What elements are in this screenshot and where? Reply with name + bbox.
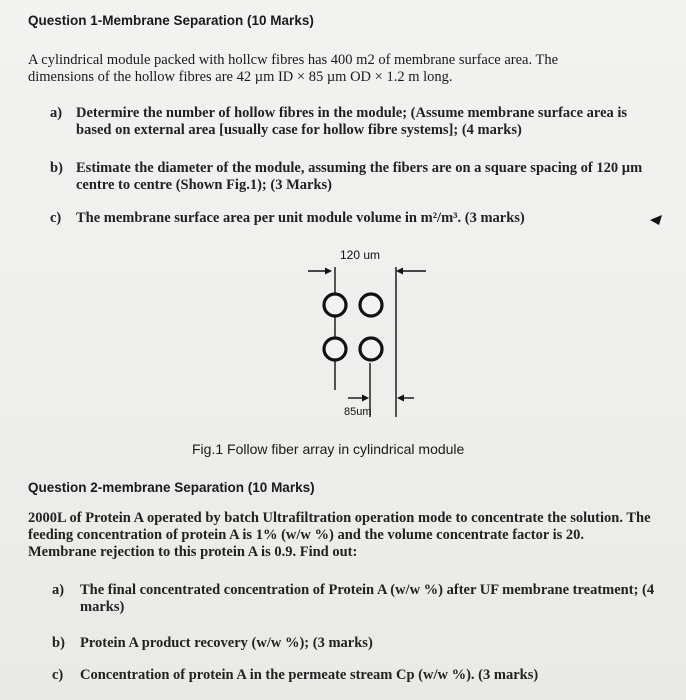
item-label: b) bbox=[50, 160, 63, 176]
question-2-item-a bbox=[52, 582, 672, 616]
question-2-item-b bbox=[52, 635, 672, 652]
question-1-item-c bbox=[50, 210, 670, 227]
fiber-array-figure bbox=[300, 245, 450, 420]
arrowhead-right bbox=[325, 268, 332, 275]
question-2-intro-line-2: feeding concentration of protein A is 1% (w/w %) and the volume concentrate factor is 20. bbox=[28, 527, 585, 543]
question-2-item-c bbox=[52, 667, 672, 684]
item-text-line-2: centre to centre (Shown Fig.1); (3 Marks) bbox=[76, 177, 332, 193]
item-text-line-1: Determire the number of hollow fibres in the module; (Assume membrane surface area is bbox=[76, 105, 628, 121]
arrowhead-left bbox=[396, 268, 403, 275]
question-1-heading: Question 1-Membrane Separation (10 Marks) bbox=[28, 13, 314, 28]
arrowhead-right bbox=[362, 395, 369, 402]
question-2-heading: Question 2-membrane Separation (10 Marks) bbox=[28, 480, 315, 495]
hollow-fiber bbox=[324, 294, 346, 316]
spacing-label: 120 um bbox=[340, 248, 381, 262]
item-label: c) bbox=[50, 210, 62, 226]
question-2-intro-line-3: Membrane rejection to this protein A is 0.9. Find out: bbox=[28, 544, 358, 560]
question-1-item-b bbox=[50, 160, 670, 194]
question-1-intro-line-2: dimensions of the hollow fibres are 42 µm ID × 85 µm OD × 1.2 m long. bbox=[28, 69, 453, 85]
question-2-intro bbox=[28, 510, 668, 561]
item-label: a) bbox=[50, 105, 63, 121]
arrowhead-left bbox=[397, 395, 404, 402]
item-text-line-1: The final concentrated concentration of Protein A (w/w %) after UF membrane treatment; (4 bbox=[80, 582, 655, 598]
question-2-intro-line-1: 2000L of Protein A operated by batch Ultrafiltration operation mode to concentrate the solution. The bbox=[28, 510, 651, 526]
item-label: a) bbox=[52, 582, 65, 598]
item-label: c) bbox=[52, 667, 64, 683]
question-1-intro-line-1: A cylindrical module packed with hollcw fibres has 400 m2 of membrane surface area. The bbox=[28, 52, 559, 68]
item-text-line-1: Estimate the diameter of the module, assuming the fibers are on a square spacing of 120 µm bbox=[76, 160, 643, 176]
item-text-line-2: based on external area [usually case for hollow fibre systems]; (4 marks) bbox=[76, 122, 522, 138]
item-label: b) bbox=[52, 635, 65, 651]
hollow-fiber bbox=[360, 294, 382, 316]
item-text-line-1: The membrane surface area per unit module volume in m²/m³. (3 marks) bbox=[76, 210, 525, 226]
question-1-intro bbox=[28, 52, 668, 86]
item-text-line-1: Protein A product recovery (w/w %); (3 marks) bbox=[80, 635, 373, 651]
hollow-fiber bbox=[360, 338, 382, 360]
figure-caption: Fig.1 Follow fiber array in cylindrical module bbox=[192, 441, 465, 457]
question-1-item-a bbox=[50, 105, 670, 139]
item-text-line-1: Concentration of protein A in the permeate stream Cp (w/w %). (3 marks) bbox=[80, 667, 539, 683]
item-text-line-2: marks) bbox=[80, 599, 125, 615]
margin-arrow-icon bbox=[650, 214, 664, 226]
od-label: 85um bbox=[344, 406, 372, 418]
hollow-fiber bbox=[324, 338, 346, 360]
